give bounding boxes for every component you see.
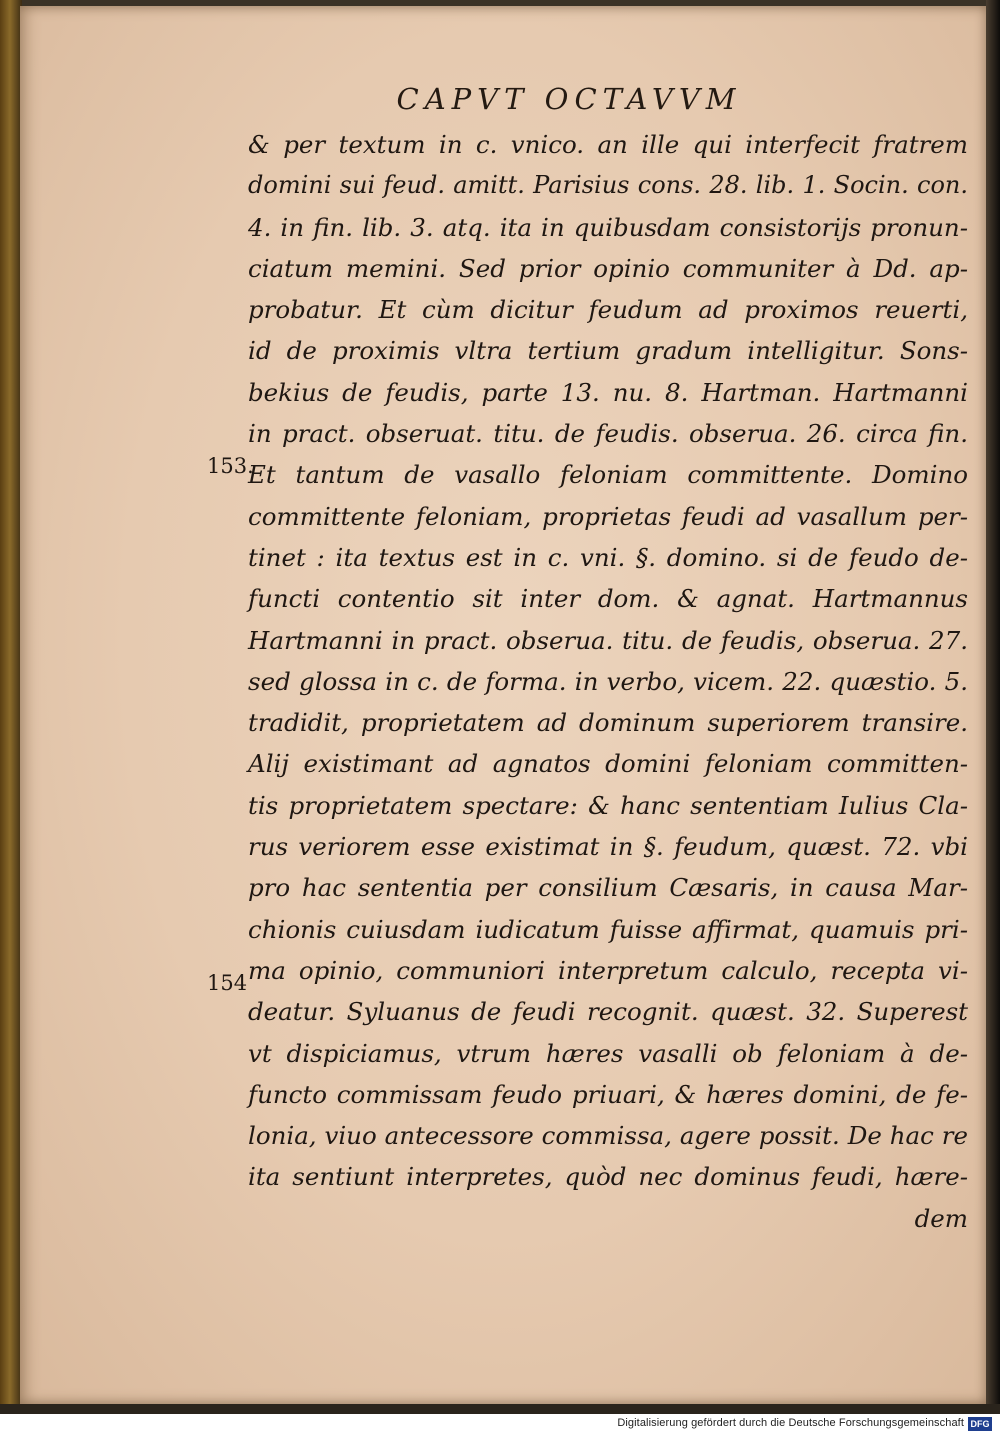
text-line: ita sentiunt interpretes, quòd nec dominus feudi, hære- — [248, 1162, 968, 1192]
text-line: Hartmanni in pract. obserua. titu. de feudis, obserua. 27. — [248, 625, 968, 655]
text-line: committente feloniam, proprietas feudi ad vasallum per- — [248, 501, 968, 531]
scan-bottom-edge — [0, 1404, 1000, 1414]
margin-number-153: 153. — [207, 454, 254, 478]
book-page — [20, 6, 988, 1404]
text-line: rus veriorem esse existimat in §. feudum, quæst. 72. vbi — [248, 832, 968, 862]
text-line: functo commissam feudo priuari, & hæres domini, de fe- — [248, 1079, 968, 1109]
text-line: chionis cuiusdam iudicatum fuisse affirmat, quamuis pri- — [248, 914, 968, 944]
text-line: tinet : ita textus est in c. vni. §. domino. si de feudo de- — [248, 542, 968, 572]
text-line: tis proprietatem spectare: & hanc sententiam Iulius Cla- — [248, 790, 968, 820]
text-line: & per textum in c. vnico. an ille qui interfecit fratrem — [248, 130, 968, 159]
text-line: in pract. obseruat. titu. de feudis. obserua. 26. circa fin. — [248, 419, 968, 449]
footer-bar — [0, 1414, 1000, 1435]
text-line: lonia, viuo antecessore commissa, agere possit. De hac re — [248, 1121, 968, 1151]
running-head: CAPVT OCTAVVM — [396, 82, 742, 116]
scan-right-edge — [986, 0, 1000, 1414]
text-line: ma opinio, communiori interpretum calculo, recepta vi- — [248, 955, 968, 985]
text-line: ciatum memini. Sed prior opinio communiter à Dd. ap- — [248, 253, 968, 283]
text-line: tradidit, proprietatem ad dominum superiorem transire. — [248, 708, 968, 738]
text-line: Et tantum de vasallo feloniam committente. Domino — [248, 460, 968, 490]
margin-number-154: 154 — [207, 971, 248, 995]
text-line: vt dispiciamus, vtrum hæres vasalli ob feloniam à de- — [248, 1038, 968, 1068]
text-line: pro hac sententia per consilium Cæsaris, in causa Mar- — [248, 873, 968, 903]
body-text — [248, 124, 968, 1239]
text-line: functi contentio sit inter dom. & agnat. Hartmannus — [248, 584, 968, 614]
text-line: domini sui feud. amitt. Parisius cons. 28. lib. 1. Socin. con. — [248, 171, 968, 200]
catchword: dem — [914, 1203, 968, 1233]
text-line: 4. in fin. lib. 3. atq. ita in quibusdam consistorijs pronun- — [248, 212, 968, 242]
book-binding-edge — [0, 0, 22, 1414]
text-line: deatur. Syluanus de feudi recognit. quæst. 32. Superest — [248, 997, 968, 1027]
text-line: id de proximis vltra tertium gradum intelligitur. Sons- — [248, 336, 968, 366]
text-line: Alij existimant ad agnatos domini feloniam committen- — [248, 749, 968, 779]
text-line: probatur. Et cùm dicitur feudum ad proximos reuerti, — [248, 295, 968, 325]
funding-credit: Digitalisierung gefördert durch die Deutsche Forschungsgemeinschaft — [617, 1417, 964, 1429]
text-line: bekius de feudis, parte 13. nu. 8. Hartman. Hartmanni — [248, 377, 968, 407]
text-line: sed glossa in c. de forma. in verbo, vicem. 22. quæstio. 5. — [248, 666, 968, 696]
dfg-logo: DFG — [968, 1417, 992, 1431]
